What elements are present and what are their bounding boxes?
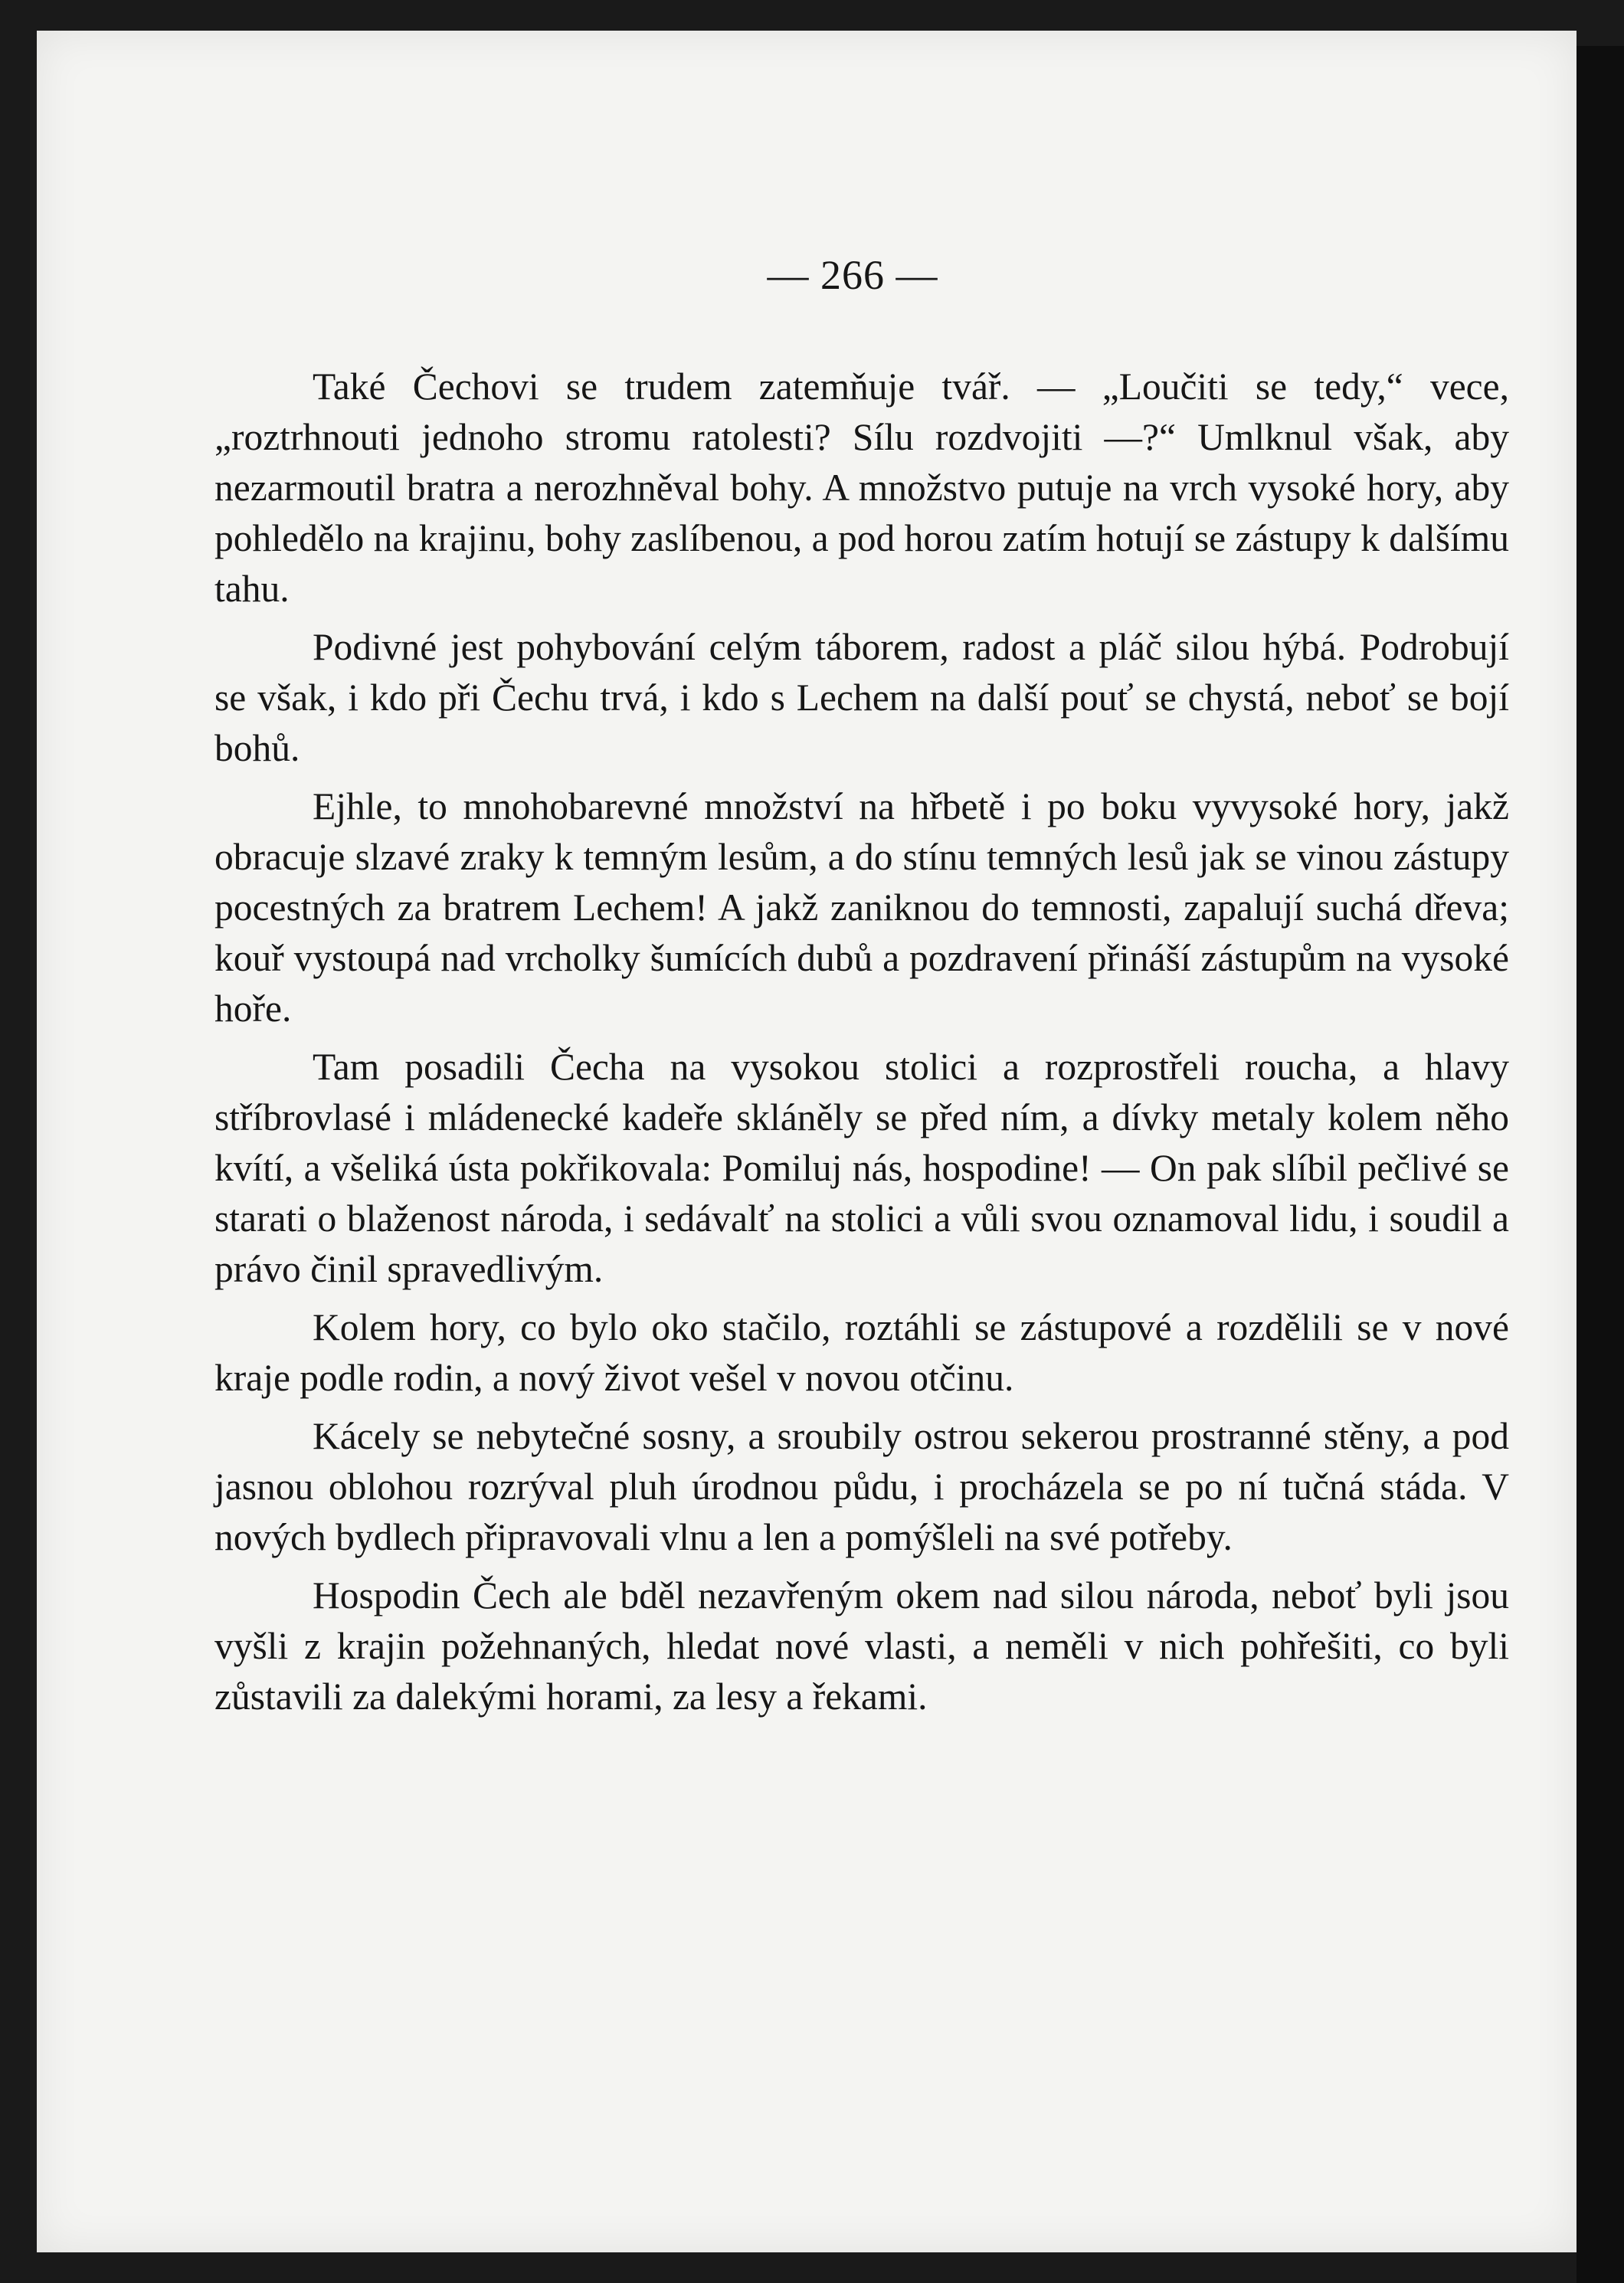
paragraph-4: Tam posadili Čecha na vysokou stolici a rozprostřeli roucha, a hlavy stříbrovlasé i mládenecké kadeře skláněly se před ním, a dívky metaly kolem něho kvítí, a všeliká ústa pokřikovala: Pomiluj nás, hospodine! — On pak slíbil pečlivé se starati o blaženost národa, i sedávalť na stolici a vůli svou oznamoval lidu, i soudil a právo činil spravedlivým.: [214, 1046, 1509, 1290]
page-number: — 266 —: [767, 252, 938, 298]
paragraph-2: Podivné jest pohybování celým táborem, radost a pláč silou hýbá. Podrobují se však, i kdo při Čechu trvá, i kdo s Lechem na další pouť se chystá, neboť se bojí bohů.: [214, 626, 1509, 769]
paragraph-3: Ejhle, to mnohobarevné množství na hřbetě i po boku vyvysoké hory, jakž obracuje slzavé zraky k temným lesům, a do stínu temných lesů jak se vinou zástupy pocestných za bratrem Lechem! A jakž zaniknou do temnosti, zapalují suchá dřeva; kouř vystoupá nad vrcholky šumících dubů a pozdravení přináší zástupům na vysoké hoře.: [214, 785, 1509, 1030]
paragraph-5: Kolem hory, co bylo oko stačilo, roztáhli se zástupové a rozdělili se v nové kraje podle rodin, a nový život vešel v novou otčinu.: [214, 1306, 1509, 1399]
paragraph-1: Také Čechovi se trudem zatemňuje tvář. — „Loučiti se tedy,“ vece, „roztrhnouti jednoho stromu ratolesti? Sílu rozdvojiti —?“ Umlknul však, aby nezarmoutil bratra a nerozhněval bohy. A množstvo putuje na vrch vysoké hory, aby pohledělo na krajinu, bohy zaslíbenou, a pod horou zatím hotují se zástupy k dalšímu tahu.: [214, 365, 1509, 610]
scan-shadow-edge: [1577, 46, 1624, 2283]
paragraph-6: Kácely se nebytečné sosny, a sroubily ostrou sekerou prostranné stěny, a pod jasnou oblohou rozrýval pluh úrodnou půdu, i procházela se po ní tučná stáda. V nových bydlech připravovali vlnu a len a pomýšleli na své potřeby.: [214, 1415, 1509, 1558]
book-page: [37, 31, 1577, 2252]
body-text: [214, 362, 1509, 1722]
paragraph-7: Hospodin Čech ale bděl nezavřeným okem nad silou národa, neboť byli jsou vyšli z krajin požehnaných, hledat nové vlasti, a neměli v nich pohřešiti, co byli zůstavili za dalekými horami, za lesy a řekami.: [214, 1574, 1509, 1718]
